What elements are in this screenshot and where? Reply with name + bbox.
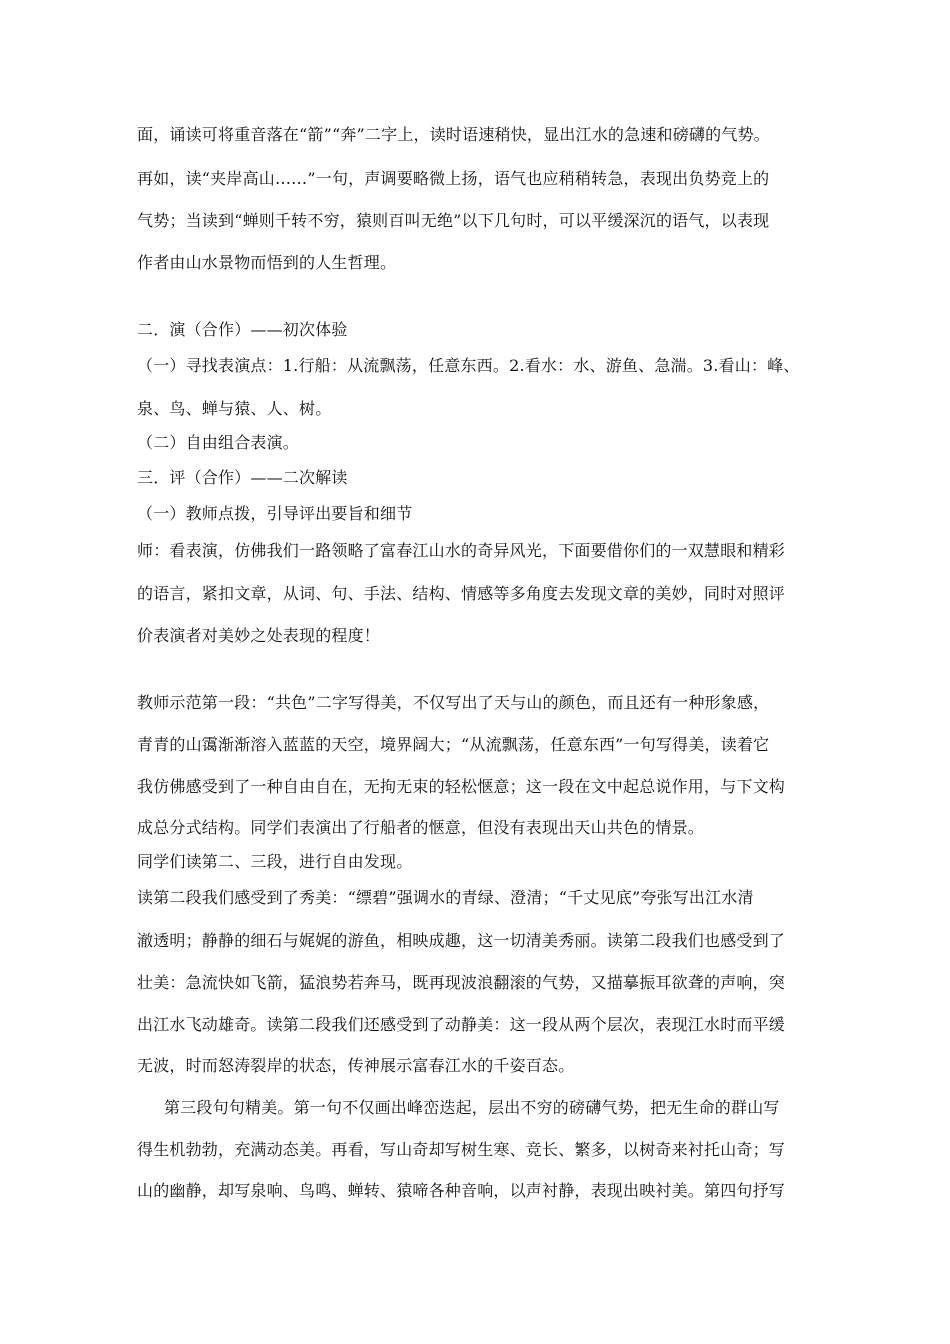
text-line: 面，诵读可将重音落在“箭”“奔”二字上，读时语速稍快，显出江水的急速和磅礴的气势。: [137, 125, 770, 144]
text-line: （二）自由组合表演。: [137, 433, 300, 452]
text-line: 的语言，紧扣文章，从词、句、手法、结构、情感等多角度去发现文章的美妙，同时对照评: [137, 584, 786, 603]
text-line: 师：看表演，仿佛我们一路领略了富春江山水的奇异风光，下面要借你们的一双慧眼和精彩: [137, 541, 786, 560]
text-line: 壮美：急流快如飞箭，猛浪势若奔马，既再现波浪翻滚的气势，又描摹振耳欲聋的声响，突: [137, 973, 786, 992]
text-line: 价表演者对美妙之处表现的程度！: [137, 626, 381, 645]
text-line: 无波，时而怒涛裂岸的状态，传神展示富春江水的千姿百态。: [137, 1056, 575, 1075]
text-line: 作者由山水景物而悟到的人生哲理。: [137, 253, 397, 272]
text-line: 第三段句句精美。第一句不仅画出峰峦迭起，层出不穷的磅礴气势，把无生命的群山写: [164, 1098, 780, 1117]
text-line: 同学们读第二、三段，进行自由发现。: [137, 852, 413, 871]
text-line: 我仿佛感受到了一种自由自在，无拘无束的轻松惬意；这一段在文中起总说作用，与下文构: [137, 777, 786, 796]
section-heading: 二．演（合作）——初次体验: [137, 320, 348, 339]
text-line: 青青的山霭渐渐溶入蓝蓝的天空，境界阔大；“从流飘荡，任意东西”一句写得美，读着它: [137, 735, 770, 754]
text-line: 山的幽静，却写泉响、鸟鸣、蝉转、猿啼各种音响，以声衬静，表现出映衬美。第四句抒写: [137, 1181, 786, 1200]
text-line: 澈透明；静静的细石与娓娓的游鱼，相映成趣，这一切清美秀丽。读第二段我们也感受到了: [137, 931, 786, 950]
text-line: 教师示范第一段：“共色”二字写得美，不仅写出了天与山的颜色，而且还有一种形象感，: [137, 693, 770, 712]
text-line: （一）寻找表演点：1.行船：从流飘荡，任意东西。2.看水：水、游鱼、急湍。3.看山：峰、: [137, 356, 800, 375]
text-line: 再如，读“夹岸高山……”一句，声调要略微上扬，语气也应稍稍转急，表现出负势竞上的: [137, 169, 770, 188]
text-line: 读第二段我们感受到了秀美：“缥碧”强调水的青绿、澄清；“千丈见底”夸张写出江水清: [137, 888, 754, 907]
section-heading: 三．评（合作）——二次解读: [137, 468, 348, 487]
text-line: 泉、鸟、蝉与猿、人、树。: [137, 399, 332, 418]
text-line: 气势；当读到“蝉则千转不穷，猿则百叫无绝”以下几句时，可以平缓深沉的语气，以表现: [137, 211, 770, 230]
text-line: 得生机勃勃，充满动态美。再看，写山奇却写树生寒、竞长、繁多，以树奇来衬托山奇；写: [137, 1140, 786, 1159]
text-line: 出江水飞动雄奇。读第二段我们还感受到了动静美：这一段从两个层次，表现江水时而平缓: [137, 1015, 786, 1034]
text-line: 成总分式结构。同学们表演出了行船者的惬意，但没有表现出天山共色的情景。: [137, 818, 705, 837]
text-line: （一）教师点拨，引导评出要旨和细节: [137, 504, 413, 523]
